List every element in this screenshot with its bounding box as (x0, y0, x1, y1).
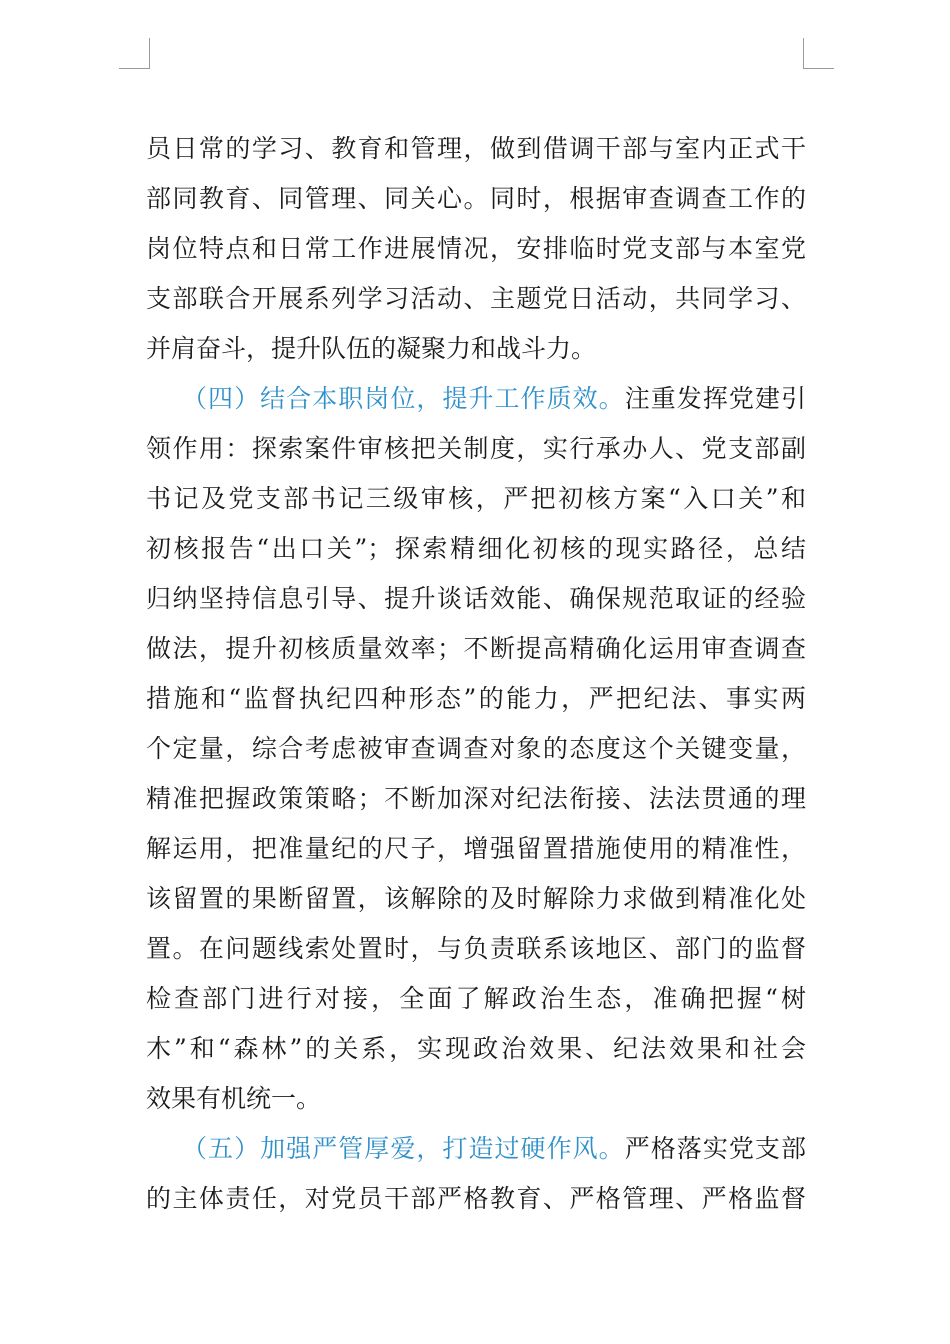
text-line: 木”和“森林”的关系，实现政治效果、纪法效果和社会 (146, 1034, 806, 1063)
text-line: 检查部门进行对接，全面了解政治生态，准确把握“树 (146, 984, 806, 1013)
heading-line-text: 严格落实党支部 (624, 1134, 806, 1163)
text-line: 精准把握政策策略；不断加深对纪法衔接、法法贯通的理 (146, 784, 806, 813)
text-line (146, 374, 806, 424)
text-line: 效果有机统一。 (146, 1084, 322, 1113)
text-line: 领作用：探索案件审核把关制度，实行承办人、党支部副 (146, 434, 806, 463)
text-line: 解运用，把准量纪的尺子，增强留置措施使用的精准性， (146, 834, 806, 863)
paragraph-section-four (146, 374, 806, 1124)
text-line (146, 1124, 806, 1174)
crop-mark-top-left (119, 38, 150, 69)
text-line: 该留置的果断留置，该解除的及时解除力求做到精准化处 (146, 884, 806, 913)
text-line: 归纳坚持信息引导、提升谈话效能、确保规范取证的经验 (146, 584, 806, 613)
text-line: 并肩奋斗，提升队伍的凝聚力和战斗力。 (146, 334, 597, 363)
text-line: 的主体责任，对党员干部严格教育、严格管理、严格监督 (146, 1184, 806, 1213)
text-line: 置。在问题线索处置时，与负责联系该地区、部门的监督 (146, 934, 806, 963)
text-line: 初核报告“出口关”；探索精细化初核的现实路径，总结 (146, 534, 806, 563)
text-line: 岗位特点和日常工作进展情况，安排临时党支部与本室党 (146, 234, 806, 263)
text-line: 书记及党支部书记三级审核，严把初核方案“入口关”和 (146, 484, 806, 513)
crop-mark-top-right (803, 38, 834, 69)
paragraph-continuation (146, 124, 806, 374)
heading-line-text: 注重发挥党建引 (624, 384, 806, 413)
text-line: 个定量，综合考虑被审查调查对象的态度这个关键变量， (146, 734, 806, 763)
document-body (146, 124, 806, 1224)
text-line: 支部联合开展系列学习活动、主题党日活动，共同学习、 (146, 284, 806, 313)
text-line: 员日常的学习、教育和管理，做到借调干部与室内正式干 (146, 134, 806, 163)
text-line: 部同教育、同管理、同关心。同时，根据审查调查工作的 (146, 184, 806, 213)
section-heading: （五）加强严管厚爱，打造过硬作风。 (182, 1134, 625, 1163)
section-heading: （四）结合本职岗位，提升工作质效。 (182, 384, 625, 413)
text-line: 措施和“监督执纪四种形态”的能力，严把纪法、事实两 (146, 684, 806, 713)
text-line: 做法，提升初核质量效率；不断提高精确化运用审查调查 (146, 634, 806, 663)
paragraph-section-five (146, 1124, 806, 1224)
